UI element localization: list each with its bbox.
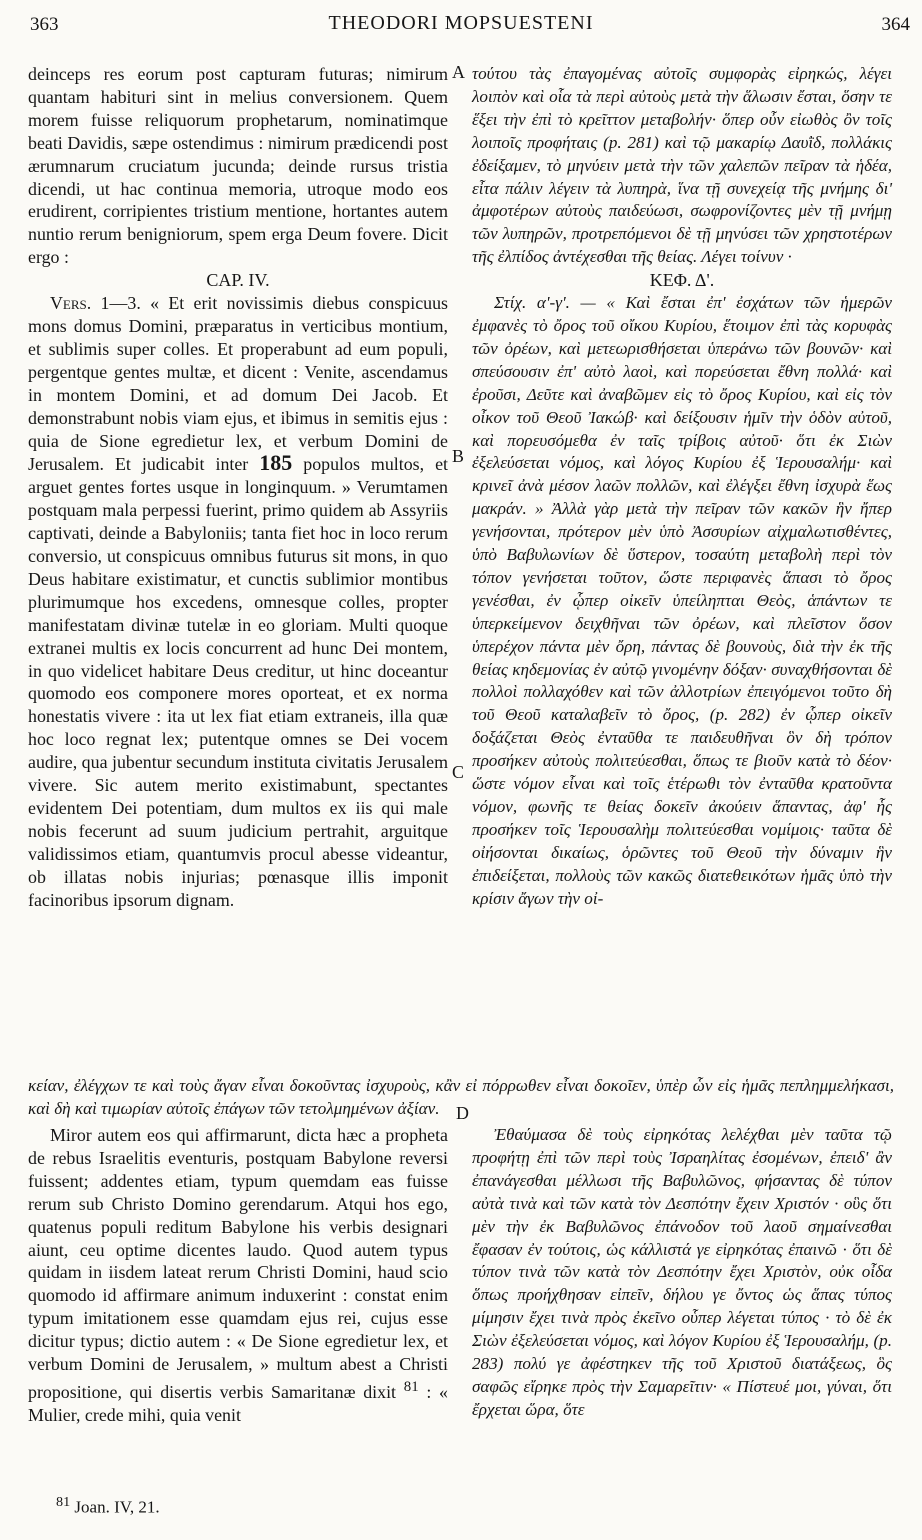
footnote bbox=[56, 1494, 160, 1518]
section-marker-c: C bbox=[452, 762, 464, 782]
footnote-text: Joan. IV, 21. bbox=[74, 1497, 160, 1517]
running-header bbox=[0, 0, 922, 40]
greek-chapter-heading: ΚΕΦ. Δ'. bbox=[649, 270, 715, 291]
section-marker-d: D bbox=[456, 1103, 469, 1123]
greek-column-lower bbox=[472, 1124, 892, 1422]
greek-paragraph-intro: τούτου τὰς ἐπαγομένας αὐτοῖς συμφορὰς εἰρηκώς, λέγει λοιπὸν καὶ οἷα τὰ περὶ αὐτοὺς μετὰ τὴν ἅλωσιν ἔσται, ὅσην τε ἕξει τὴν ἐπὶ τὸ κρεῖττον μεταβολήν· ὅπερ οὖν εἰωθὸς ὂν τοῖς λοιποῖς προφήταις (p. 281) καὶ τῷ μακαρίῳ Δαυῒδ, πολλάκις ἐδείξαμεν, τὸ μηνύειν μετὰ τὴν τῶν χαλεπῶν πεῖραν τὰ ἡδέα, εἶτα πάλιν λέγειν τὰ λυπηρὰ, ἵνα τῇ συνεχείᾳ τῆς μνήμης δι' ἀμφοτέρων αὐτοὺς παιδεύωσι, σωφρονίζοντες μὲν τῇ μνήμῃ τῶν λυπηρῶν, προτρεπόμενοι δὲ τῇ μηνύσει τῶν χρηστοτέρων τῆς ἐλπίδος ἀντέχεσθαι τῆς θείας. Λέγει τοίνυν · bbox=[472, 64, 892, 267]
section-marker-a: A bbox=[452, 62, 465, 82]
latin-paragraph-intro: deinceps res eorum post capturam futuras; nimirum quantam habituri sint in melius conversionem. Quem morem fuisse reliquorum prophetarum, nominatimque beati Davidis, sæpe ostendimus : nimirum prædicendi post ærumnarum cruciatum jucunda; deinde rursus tristia dicendi, ut hac continua memoria, utroque modo eos erudirent, corripientes tristium mentione, hortantes autem nuntio rerum benigniorum, spem erga Deum fovere. Dicit ergo : bbox=[28, 64, 448, 268]
verse-label: Vers. bbox=[50, 293, 92, 314]
footnote-reference: 81 bbox=[403, 1378, 419, 1395]
latin-column-lower bbox=[28, 1124, 448, 1427]
greek-paragraph-ethaumasa: Ἐθαύμασα δὲ τοὺς εἰρηκότας λελέχθαι μὲν ταῦτα τῷ προφήτῃ ἐπὶ τῶν περὶ τοὺς Ἰσραηλίτας ἐσομένων, ἐπειδ' ἂν ἐπανάγεσθαι μέλλωσι τῆς Βαβυλῶνος, φήσαντας δὲ τύπον αὐτὰ τινὰ καὶ τῶν κατὰ τὸν Δεσπότην ἔχειν Χριστόν · οὓς ὅτι μὲν τὴν ἐκ Βαβυλῶνος ἐπάνοδον τοῦ λαοῦ σημαίνεσθαι ἔφασαν ἐν τούτοις, ὡς κάλλιστά γε εἰρηκότας ἐπαινῶ · ὅτι δὲ τύπον τινὰ τῶν κατὰ τὸν Δεσπότην ἔχει Χριστὸν, οὐκ οἶδα ὅπως προήχθησαν εἰπεῖν, δήλου γε ὄντος ὡς ἅπας τύπος μίμησιν ἔχει τινὰ πρὸς ἐκεῖνο οὗπερ λέγεται τύπος · τὸ δὲ ἐκ Σιὼν ἐξελεύσεται νόμος, καὶ λόγον Κυρίου ἐξ Ἱερουσαλήμ, (p. 283) πολύ γε ἀφέστηκεν τῆς τοῦ Χριστοῦ διατάξεως, ὃς σαφῶς εἴρηκε πρὸς τὴν Σαμαρεῖτιν· « Πίστευέ μοι, γύναι, ὅτι ἔρχεται ὥρα, ὅτε bbox=[472, 1125, 892, 1419]
latin-verse-commentary: populos multos, et arguet gentes fortes usque in longinquum. » Verumtamen postquam mala perpessi fuerint, primo quidem ab Assyriis captivati, deinde a Babyloniis; tanta fiet hoc in loco rerum conversio, ut conspicuus omnibus futurus sit mons, in quo Deus habitare existimatur, et cunctis sublimior montibus plurimumque hos excedens, omnesque colles, propter manifestatam divinæ tutelæ in eo gloriam. Multi quoque extranei multis ex locis concurrent ad hunc Dei montem, in quo videlicet habitare Deus creditur, ut hinc doceantur quomodo eos componere mores oporteat, et ex norma honestatis vivere : ita ut lex fiat etiam extraneis, illa quæ hoc loco regnat lex; putentque omnes se Dei vocem audire, qua jubentur secundum instituta civitatis Jerusalem vivere. Sic autem merito existimabunt, spectantes evidentem Dei potentiam, dum multos ex iis qui male nobis fecerunt ad suum judicium pertrahit, arguitque validissimos etiam, quantumvis procul abesse videantur, ob illatas nobis injurias; pœnasque illis imponit facinoribus ipsorum dignam. bbox=[28, 454, 448, 910]
latin-chapter-heading: CAP. IV. bbox=[206, 270, 270, 291]
latin-column-upper bbox=[28, 63, 448, 912]
latin-miror-text: Miror autem eos qui affirmarunt, dicta hæc a propheta de rebus Israelitis eventuris, postquam Babylone reversi fuissent; addentes etiam, typum quemdam eas fuisse rerum sub Christo Domino gerendarum. Atqui hos ego, quatenus populi reditum Babylone his verbis designari aiunt, ceu optime dicentes laudo. Quod autem typus quidam in iisdem lateat rerum Christi Domini, haud scio quomodo id affirmare animum induxerint : constat enim typum imitationem esse quamdam ejus rei, cujus esse dicitur typus; dictio autem : « De Sione egredietur lex, et verbum Domini de Jerusalem, » multum abest a Christi propositione, qui disertis verbis Samaritanæ dixit bbox=[28, 1125, 448, 1402]
page-number-right: 364 bbox=[881, 14, 910, 35]
greek-column-upper bbox=[472, 63, 892, 911]
latin-verse-text: 1—3. « Et erit novissimis diebus conspicuus mons domus Domini, præparatus in verticibus montium, et sublimis super colles. Et properabunt ad eum populi, pergentque gentes multæ, et dicent : Venite, ascendamus in montem Domini, et ad domum Dei Jacob. Et demonstrabunt nobis viam ejus, et ibimus in semitis ejus : quia de Sione egredietur lex, et verbum Domini de Jerusalem. Et judicabit inter bbox=[28, 293, 448, 475]
latin-paragraph-verses bbox=[28, 292, 448, 911]
greek-fullwidth-continuation: κείαν, ἐλέγχων τε καὶ τοὺς ἄγαν εἶναι δοκοῦντας ἰσχυροὺς, κἂν εἰ πόρρωθεν εἶναι δοκοῖεν, ὑπὲρ ὧν εἰς ἡμᾶς πεπλημμελήκασι, καὶ δὴ καὶ τιμωρίαν αὐτοῖς ἐπάγων τῶν τετολμημένων ἀξίαν. bbox=[28, 1076, 894, 1118]
section-marker-b: B bbox=[452, 446, 464, 466]
latin-paragraph-miror bbox=[28, 1124, 448, 1427]
running-title: THEODORI MOPSUESTENI bbox=[328, 12, 594, 34]
latin-miror-end: : « Mulier, crede mihi, quia venit bbox=[28, 1381, 448, 1425]
footnote-number: 81 bbox=[56, 1494, 71, 1510]
page-number-left: 363 bbox=[30, 14, 59, 35]
column-number: 185 bbox=[259, 450, 293, 476]
greek-paragraph-verses: Στίχ. α'-γ'. — « Καὶ ἔσται ἐπ' ἐσχάτων τῶν ἡμερῶν ἐμφανὲς τὸ ὄρος τοῦ οἴκου Κυρίου, ἕτοιμον ἐπὶ τὰς κορυφὰς τῶν ὀρέων, καὶ μετεωρισθήσεται ὑπεράνω τῶν βουνῶν· καὶ σπεύσουσιν ἐπ' αὐτὸ λαοὶ, καὶ πορεύσεται ἔθνη πολλά· καὶ ἐροῦσι, Δεῦτε καὶ ἀναβῶμεν εἰς τὸ ὄρος Κυρίου, καὶ εἰς τὸν οἶκον τοῦ Θεοῦ Ἰακώβ· καὶ δείξουσιν ἡμῖν τὴν ὁδὸν αὐτοῦ, καὶ πορευσόμεθα ἐν ταῖς τρίβοις αὐτοῦ· ὅτι ἐκ Σιὼν ἐξελεύσεται νόμος, καὶ λόγος Κυρίου ἐξ Ἱερουσαλήμ· καὶ κρινεῖ ἀνὰ μέσον λαῶν πολλῶν, καὶ ἐλέγξει ἔθνη ἰσχυρὰ ἕως μακράν. » Ἀλλὰ γὰρ μετὰ τὴν πεῖραν τῶν κακῶν ἣν ἤπερ γενήσονται, πρότερον μὲν ὑπὸ Ἀσσυρίων αἰχμαλωτισθέντες, ὑπὸ Βαβυλωνίων δὲ ὕστερον, τοσαύτη μεταβολὴ περὶ τὸν τόπον γενήσεται τοῦτον, ὥστε περιφανὲς ἅπασι τὸ ὄρος γενέσθαι, ἐν ᾧπερ οἰκεῖν ὑπείληπται Θεὸς, ἁπάντων τε ὑπερκείμενον δειχθῆναι τῶν ὀρέων, καὶ πλεῖστον ὅσον ὑπερέχον πάντα μὲν ὄρη, πάντας δὲ βουνοὺς, διὰ τὴν ἐκ τῆς θείας κηδεμονίας ἐν αὐτῷ γινομένην δόξαν· συναχθήσονται δὲ πολλοὶ πολλαχόθεν καὶ τῶν ἀλλοτρίων ἐπειγόμενοι τοῦτο δὴ τοῦ Θεοῦ καταλαβεῖν τὸ ὄρος, (p. 282) ἐν ᾧπερ οἰκεῖν δοξάζεται Θεὸς ἐνταῦθα τε παιδευθῆναι ὃν δὴ τρόπον προσήκεν αὐτοὺς πολιτεύεσθαι, ὅπως τε βιοῦν κατὰ τὸ δέον· ὥστε νόμον εἶναι καὶ τοῖς ἑτέρωθι τὸν ἐνταῦθα κρατοῦντα νόμον, φωνῆς τε θείας δοκεῖν ἀκούειν ἅπαντας, ἀφ' ἧς προσήκεν τοῖς Ἱερουσαλὴμ πολιτεύεσθαι νομίμοις· ταῦτα δὲ οἰήσονται δικαίως, ὁρῶντες τοῦ Θεοῦ τὴν δύναμιν ἣν ἐπιδείξεται, πολλοὺς τῶν κακῶς διατεθεικότων ἡμᾶς ὑπὸ τὴν κρίσιν ἄγων τὴν οἰ- bbox=[472, 293, 892, 908]
